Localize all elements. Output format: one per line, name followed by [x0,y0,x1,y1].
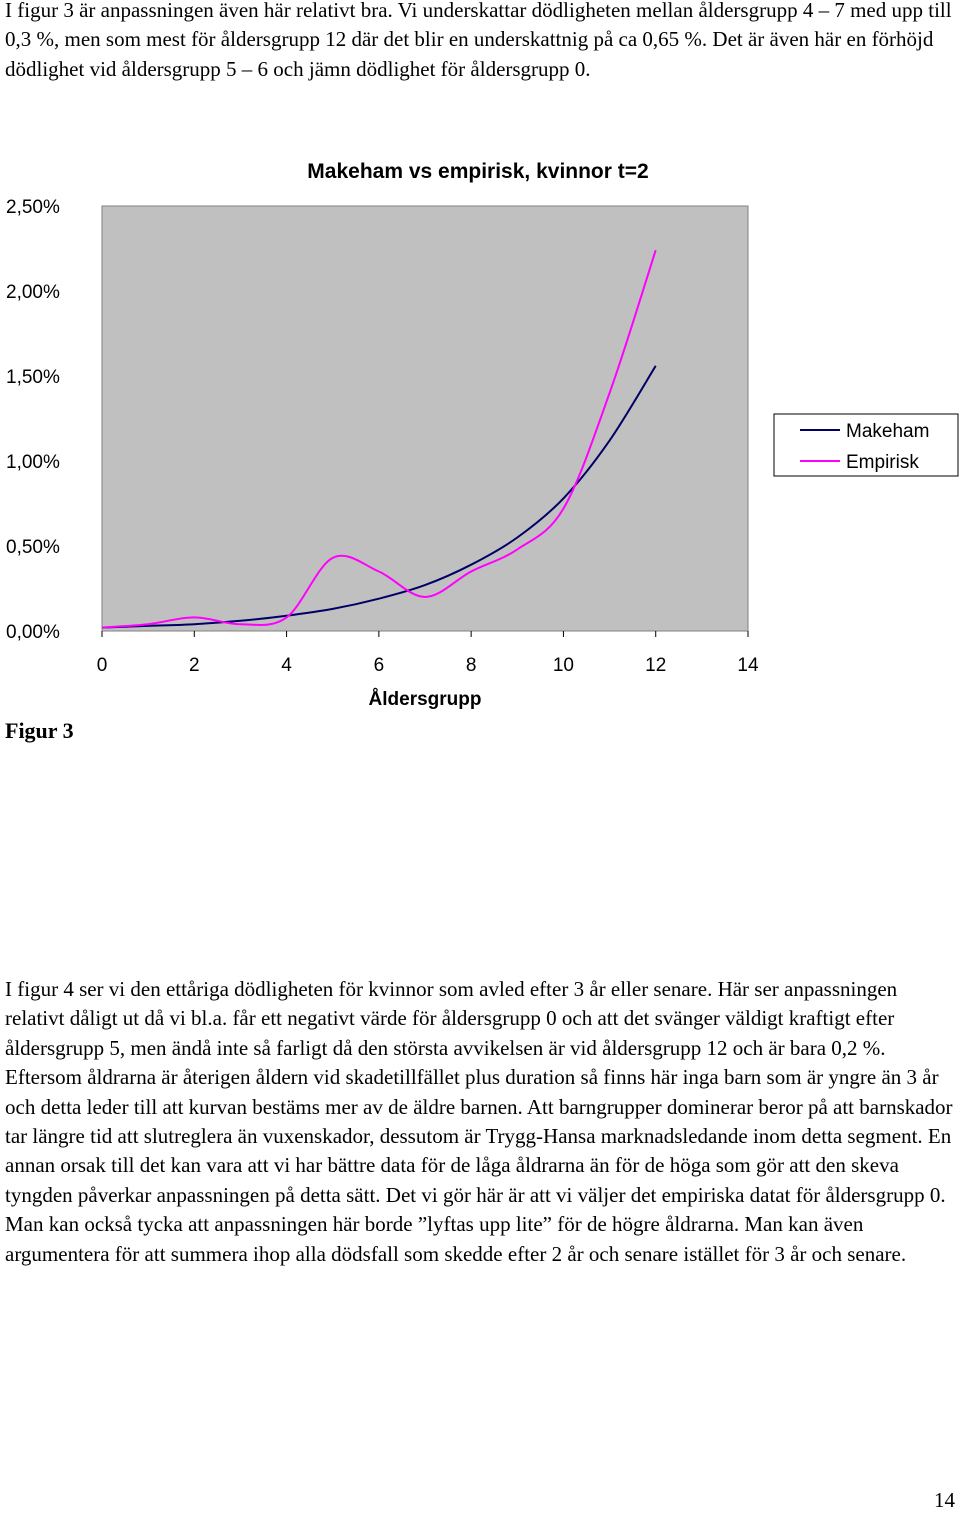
y-tick-label: 2,50% [6,197,60,218]
figure-caption: Figur 3 [5,718,74,743]
x-tick-label: 8 [465,655,477,676]
x-axis-title: Åldersgrupp [368,689,482,710]
x-tick-label: 6 [373,655,385,676]
x-tick-label: 0 [96,655,108,676]
y-tick-labels [6,197,60,643]
mortality-chart [0,150,960,710]
page-number: 14 [934,1488,955,1512]
chart-title: Makeham vs empirisk, kvinnor t=2 [307,160,649,183]
paragraph-bottom [5,975,955,1269]
legend [774,414,958,476]
y-tick-label: 1,50% [6,367,60,388]
legend-label-makeham: Makeham [846,421,930,442]
y-tick-label: 0,00% [6,622,60,643]
plot-area [102,206,748,631]
legend-label-empirisk: Empirisk [846,452,919,473]
y-tick-label: 0,50% [6,537,60,558]
paragraph-bottom-2: Man kan också tycka att anpassningen här borde ”lyftas upp lite” för de högre åldrarna. Man kan även argumentera för att summera ihop alla dödsfall som skedde efter 2 år och senare istället för 3 år och senare. [5,1212,907,1266]
x-tick-label: 10 [552,655,574,676]
paragraph-bottom-1: I figur 4 ser vi den ettåriga dödligheten för kvinnor som avled efter 3 år eller senare. Här ser anpassningen relativt dåligt ut då vi bl.a. får ett negativt värde för åldersgrupp 0 och att det svänger väldigt kraftigt efter åldersgrupp 5, men ändå inte så farligt då den största avvikelsen är vid åldersgrupp 12 och är bara 0,2 %. Eftersom åldrarna är återigen åldern vid skadetillfället plus duration så finns här inga barn som är yngre än 3 år och detta leder till att kurvan bestäms mer av de äldre barnen. Att barngrupper dominerar beror på att barnskador tar längre tid att slutreglera än vuxenskador, dessutom är Trygg-Hansa marknadsledande inom detta segment. En annan orsak till det kan vara att vi har bättre data för de låga åldrarna än för de höga som gör att den skeva tyngden påverkar anpassningen på detta sätt. Det vi gör här är att vi väljer det empiriska datat för åldersgrupp 0. [5,977,953,1207]
x-tick-label: 4 [281,655,292,676]
x-tick-label: 2 [188,655,200,676]
x-tick-label: 14 [737,655,759,676]
y-tick-label: 1,00% [6,452,60,473]
x-tick-label: 12 [645,655,667,676]
x-axis [97,631,759,676]
y-tick-label: 2,00% [6,282,60,303]
paragraph-top: I figur 3 är anpassningen även här relativt bra. Vi underskattar dödligheten mellan åldersgrupp 4 – 7 med upp till 0,3 %, men som mest för åldersgrupp 12 där det blir en underskattnig på ca 0,65 %. Det är även här en förhöjd dödlighet vid åldersgrupp 5 – 6 och jämn dödlighet för åldersgrupp 0. [5,0,952,81]
